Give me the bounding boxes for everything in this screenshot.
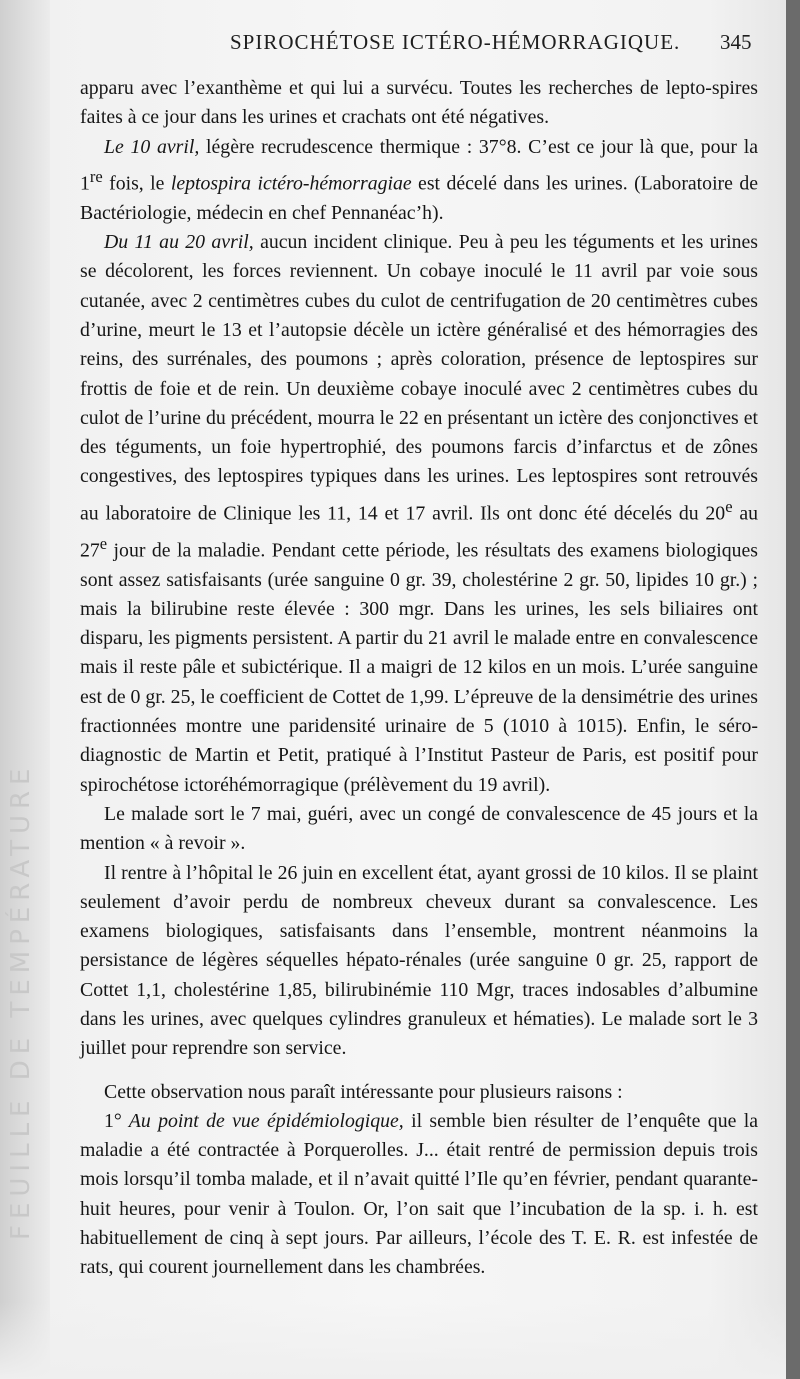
paragraph-1: apparu avec l’exanthème et qui lui a survécu. Toutes les recherches de lepto-spires faites à ce jour dans les urines et crachats ont été négatives. [80,77,758,129]
paragraph-2 [80,133,758,228]
superscript: e [99,533,108,553]
date-lead: Le 10 avril, [104,135,200,158]
superscript: re [89,166,103,186]
paragraph-text: fois, le [102,172,171,195]
paragraph-7 [80,1107,758,1283]
species-name: leptospira ictéro-hémorragiae [170,172,412,195]
paragraph-text: jour de la maladie. Pendant cette période, les résultats des examens biologiques sont assez satisfaisants (urée sanguine 0 gr. 39, cholestérine 2 gr. 50, lipides 10 gr.) ; mais la bilirubine reste élevée : 300 mgr. Dans les urines, les sels biliaires ont disparu, les pigments persistent. A partir du 21 avril le malade entre en convalescence mais il reste pâle et subictérique. Il a maigri de 12 kilos en un mois. L’urée sanguine est de 0 gr. 25, le coefficient de Cottet de 1,99. L’épreuve de la densimétrie des urines fractionnées montre une paridensité urinaire de 5 (1010 à 1015). Enfin, le séro-diagnostic de Martin et Petit, pratiqué à l’Institut Pasteur de Paris, est positif pour spirochétose ictoréhémorragique (prélèvement du 19 avril). [80,539,758,796]
section-lead: Au point de vue épidémiologique, [121,1109,404,1132]
margin-vertical-text: FEUILLE DE TEMPÉRATURE [6,762,36,1240]
page-number: 345 [720,30,752,54]
paragraph-text: légère recrudescence thermique : 37°8. C’est ce jour là que, pour la 1 [80,135,758,195]
page-header [0,30,786,62]
paragraph-text: il semble bien résulter de l’enquête que la maladie a été contractée à Porquerolles. J... était rentré de permission depuis trois mois lorsqu’il tomba malade, et il n’avait quitté l’Ile qu’en février, pendant quarante-huit heures, pour venir à Toulon. Or, l’on sait que l’incubation de la sp. i. h. est habituellement de cinq à sept jours. Par ailleurs, l’école des T. E. R. est infestée de rats, qui courent journellement dans les chambrées. [80,1109,758,1279]
page-bottom-fade [0,1302,786,1379]
date-lead: Du 11 au 20 avril, [104,231,254,254]
paragraph-4: Le malade sort le 7 mai, guéri, avec un congé de convalescence de 45 jours et la mention « à revoir ». [80,802,758,855]
paragraph-5: Il rentre à l’hôpital le 26 juin en excellent état, ayant grossi de 10 kilos. Il se plaint seulement d’avoir perdu de nombreux cheveux durant sa convalescence. Les examens biologiques, satisfaisants dans l’ensemble, montrent néanmoins la persistance de légères séquelles hépato-rénales (urée sanguine 0 gr. 25, rapport de Cottet 1,1, cholestérine 1,85, bilirubinémie 110 Mgr, traces indosables d’albumine dans les urines, avec quelques cylindres granuleux et hématies). Le malade sort le 3 juillet pour reprendre son service. [80,861,758,1060]
paragraph-3 [80,228,758,800]
running-title: SPIROCHÉTOSE ICTÉRO-HÉMORRAGIQUE. [230,30,681,54]
paragraph-6: Cette observation nous paraît intéressante pour plusieurs raisons : [104,1080,623,1103]
paragraph-text: au 27 [80,502,758,562]
list-number: 1° [104,1109,122,1132]
paragraph-text: aucun incident clinique. Peu à peu les téguments et les urines se décolorent, les forces reviennent. Un cobaye inoculé le 11 avril par voie sous cutanée, avec 2 centimètres cubes du culot de centrifugation de 20 centimètres cubes d’urine, meurt le 13 et l’autopsie décèle un ictère généralisé et des hémorragies des reins, des surrénales, des poumons ; après coloration, présence de leptospires sur frottis de foie et de rein. Un deuxième cobaye inoculé avec 2 centimètres cubes du culot de l’urine du précédent, mourra le 22 en présentant un ictère des conjonctives et des téguments, un foie hypertrophié, des poumons farcis d’infarctus et de zônes congestives, des leptospires typiques dans les urines. Les leptospires sont retrouvés au laboratoire de Clinique les 11, 14 et 17 avril. Ils ont donc été décelés du 20 [80,231,759,525]
body-text [80,74,758,1283]
superscript: e [725,496,733,516]
paragraph-text: est décelé dans les urines. (Laboratoire de Bactériologie, médecin en chef Pennanéac’h). [80,172,759,224]
